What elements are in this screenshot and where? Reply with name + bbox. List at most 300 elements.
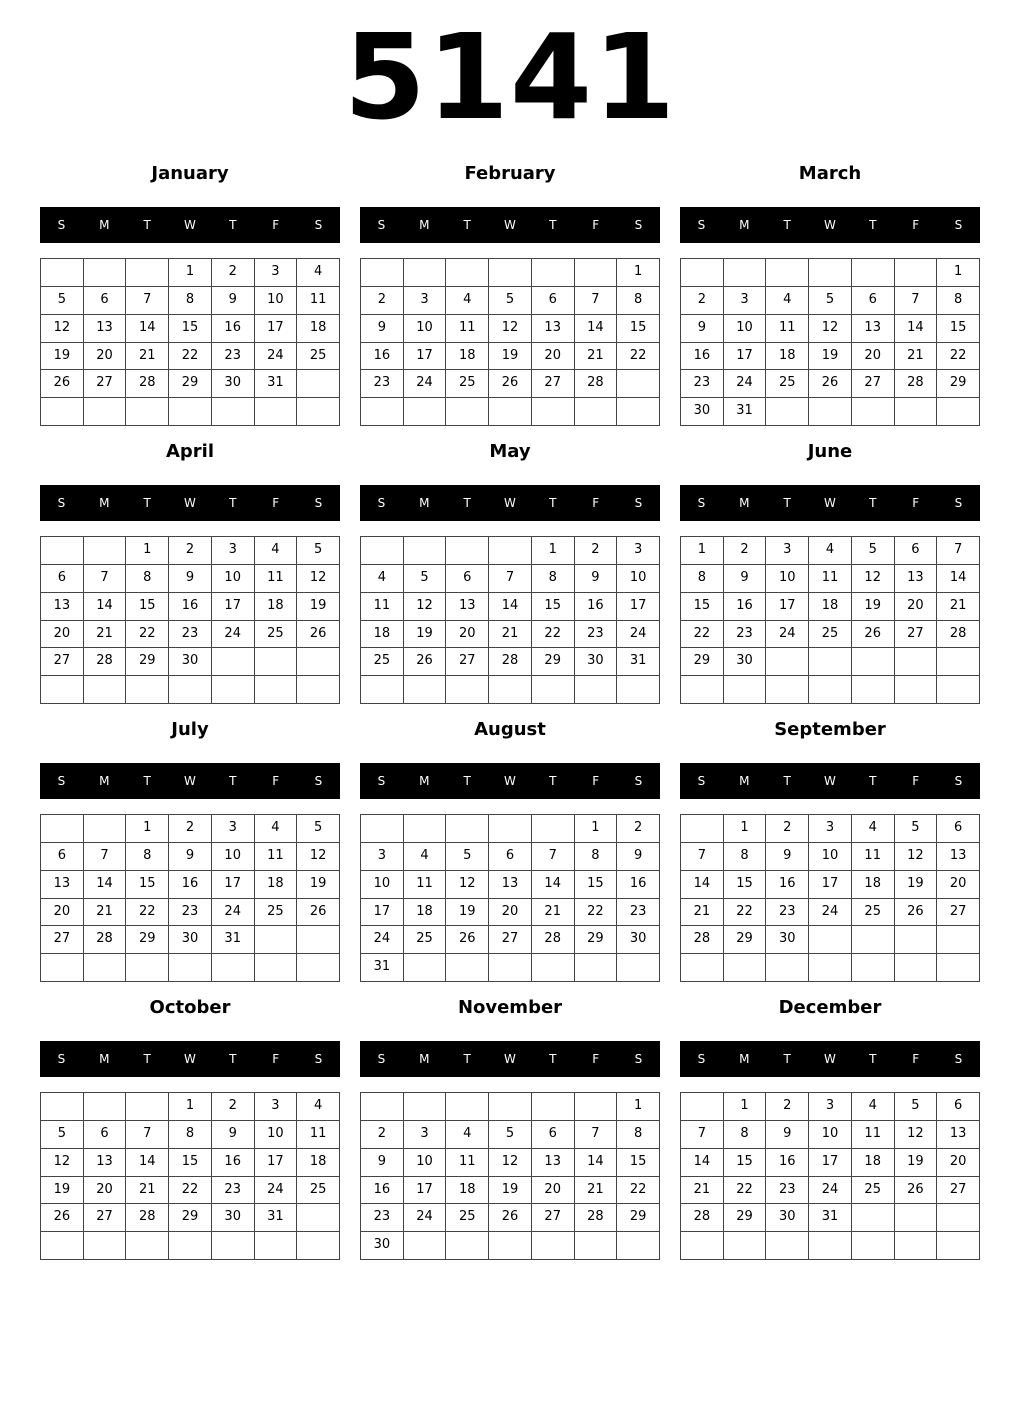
empty-day-cell [617,1232,660,1260]
weekday-label: S [697,218,706,232]
weekday-label: T [229,1052,237,1066]
day-cell: 1 [724,1093,767,1121]
day-cell: 21 [575,343,618,371]
day-cell: 8 [126,565,169,593]
day-cell: 16 [361,343,404,371]
weekday-header [360,485,660,521]
weekday-header [360,207,660,243]
day-cell: 1 [126,815,169,843]
weekday-header [680,1041,980,1077]
day-cell: 23 [575,621,618,649]
day-cell: 6 [41,843,84,871]
day-cell: 9 [361,1149,404,1177]
day-cell: 21 [84,899,127,927]
day-cell: 25 [766,370,809,398]
empty-day-cell [297,926,340,954]
weekday-label: T [463,774,471,788]
empty-day-cell [84,537,127,565]
empty-day-cell [84,1232,127,1260]
day-cell: 23 [681,370,724,398]
day-cell: 9 [169,565,212,593]
day-cell: 21 [532,899,575,927]
day-cell: 28 [681,1204,724,1232]
weekday-label: T [143,496,151,510]
day-cell: 25 [446,1204,489,1232]
day-cell: 14 [84,593,127,621]
day-cell: 1 [169,1093,212,1121]
day-cell: 7 [937,537,980,565]
weekday-label: M [99,218,110,232]
empty-day-cell [297,648,340,676]
day-cell: 28 [575,1204,618,1232]
day-cell: 17 [404,343,447,371]
day-cell: 29 [937,370,980,398]
day-cell: 2 [361,1121,404,1149]
weekday-label: S [377,218,386,232]
day-cell: 29 [681,648,724,676]
day-cell: 22 [126,621,169,649]
weekday-label: T [463,1052,471,1066]
month-june [680,440,980,705]
day-cell: 15 [126,871,169,899]
empty-day-cell [575,1232,618,1260]
day-cell: 17 [212,593,255,621]
day-cell: 16 [212,315,255,343]
empty-day-cell [809,259,852,287]
day-cell: 2 [617,815,660,843]
day-cell: 14 [489,593,532,621]
day-cell: 27 [489,926,532,954]
day-grid [360,536,660,704]
day-cell: 6 [532,287,575,315]
empty-day-cell [852,1204,895,1232]
empty-day-cell [84,398,127,426]
empty-day-cell [126,1232,169,1260]
day-grid [40,536,340,704]
day-cell: 16 [766,871,809,899]
empty-day-cell [41,259,84,287]
weekday-label: W [184,496,196,510]
day-cell: 10 [404,315,447,343]
day-cell: 6 [852,287,895,315]
day-cell: 24 [617,621,660,649]
weekday-label: F [912,1052,920,1066]
day-cell: 26 [895,1177,938,1205]
day-cell: 14 [681,871,724,899]
day-cell: 4 [404,843,447,871]
day-cell: 2 [169,815,212,843]
day-cell: 12 [404,593,447,621]
day-cell: 23 [212,343,255,371]
day-cell: 29 [169,1204,212,1232]
weekday-label: S [634,218,643,232]
day-cell: 3 [255,259,298,287]
day-cell: 17 [255,315,298,343]
day-cell: 28 [84,926,127,954]
day-cell: 19 [297,593,340,621]
weekday-label: M [419,496,430,510]
empty-day-cell [489,398,532,426]
empty-day-cell [852,259,895,287]
day-cell: 28 [895,370,938,398]
day-cell: 22 [575,899,618,927]
day-cell: 30 [617,926,660,954]
empty-day-cell [446,537,489,565]
day-cell: 6 [84,287,127,315]
empty-day-cell [532,398,575,426]
weekday-label: F [592,496,600,510]
day-cell: 19 [489,343,532,371]
empty-day-cell [895,1232,938,1260]
weekday-label: S [954,218,963,232]
weekday-header [40,485,340,521]
weekday-label: S [697,496,706,510]
day-cell: 4 [809,537,852,565]
day-cell: 20 [937,1149,980,1177]
weekday-label: W [504,1052,516,1066]
day-cell: 5 [41,287,84,315]
day-grid [680,814,980,982]
empty-day-cell [895,398,938,426]
weekday-label: T [549,218,557,232]
day-cell: 12 [809,315,852,343]
empty-day-cell [361,259,404,287]
empty-day-cell [84,1093,127,1121]
empty-day-cell [895,954,938,982]
day-cell: 23 [169,899,212,927]
weekday-header [680,207,980,243]
day-cell: 22 [169,1177,212,1205]
day-cell: 6 [446,565,489,593]
day-cell: 16 [766,1149,809,1177]
day-cell: 22 [169,343,212,371]
empty-day-cell [404,1093,447,1121]
day-cell: 14 [895,315,938,343]
day-cell: 29 [724,926,767,954]
day-cell: 20 [84,343,127,371]
day-cell: 2 [681,287,724,315]
day-cell: 9 [575,565,618,593]
day-cell: 18 [446,1177,489,1205]
day-cell: 3 [809,815,852,843]
day-cell: 21 [937,593,980,621]
day-cell: 28 [532,926,575,954]
day-cell: 8 [169,287,212,315]
weekday-label: F [272,774,280,788]
empty-day-cell [297,676,340,704]
weekday-label: T [869,496,877,510]
day-grid [680,258,980,426]
empty-day-cell [84,259,127,287]
day-cell: 19 [297,871,340,899]
day-cell: 23 [617,899,660,927]
empty-day-cell [361,398,404,426]
empty-day-cell [297,370,340,398]
month-october [40,996,340,1261]
day-cell: 18 [404,899,447,927]
day-cell: 21 [84,621,127,649]
weekday-label: W [824,218,836,232]
day-grid [40,258,340,426]
empty-day-cell [126,1093,169,1121]
day-cell: 27 [852,370,895,398]
day-cell: 27 [895,621,938,649]
weekday-label: M [739,774,750,788]
empty-day-cell [404,537,447,565]
day-cell: 26 [852,621,895,649]
empty-day-cell [852,1232,895,1260]
weekday-label: T [783,1052,791,1066]
empty-day-cell [766,648,809,676]
empty-day-cell [532,676,575,704]
empty-day-cell [489,259,532,287]
empty-day-cell [681,676,724,704]
day-cell: 23 [766,1177,809,1205]
day-cell: 2 [212,259,255,287]
month-name: July [171,719,209,740]
day-cell: 13 [41,593,84,621]
day-cell: 18 [361,621,404,649]
day-cell: 16 [169,593,212,621]
empty-day-cell [575,259,618,287]
empty-day-cell [809,648,852,676]
day-cell: 15 [724,1149,767,1177]
day-cell: 20 [41,621,84,649]
weekday-label: T [229,496,237,510]
day-cell: 17 [404,1177,447,1205]
day-cell: 30 [212,370,255,398]
weekday-label: W [184,218,196,232]
empty-day-cell [446,1093,489,1121]
day-cell: 24 [212,621,255,649]
month-september [680,718,980,983]
empty-day-cell [169,1232,212,1260]
day-cell: 25 [255,899,298,927]
day-cell: 25 [361,648,404,676]
day-cell: 21 [126,343,169,371]
day-cell: 11 [809,565,852,593]
day-cell: 26 [895,899,938,927]
day-cell: 12 [895,843,938,871]
weekday-label: M [419,774,430,788]
day-cell: 7 [532,843,575,871]
weekday-label: W [824,774,836,788]
day-cell: 9 [169,843,212,871]
empty-day-cell [766,1232,809,1260]
day-cell: 11 [361,593,404,621]
empty-day-cell [126,954,169,982]
empty-day-cell [489,815,532,843]
day-cell: 4 [446,287,489,315]
day-cell: 8 [937,287,980,315]
day-cell: 28 [126,1204,169,1232]
day-cell: 8 [617,287,660,315]
empty-day-cell [617,398,660,426]
empty-day-cell [41,537,84,565]
day-cell: 13 [41,871,84,899]
day-cell: 1 [617,259,660,287]
empty-day-cell [532,259,575,287]
day-cell: 7 [681,843,724,871]
day-cell: 12 [489,315,532,343]
empty-day-cell [575,954,618,982]
day-cell: 31 [255,1204,298,1232]
day-cell: 8 [617,1121,660,1149]
day-cell: 12 [489,1149,532,1177]
day-cell: 8 [575,843,618,871]
empty-day-cell [852,954,895,982]
day-cell: 1 [126,537,169,565]
day-cell: 19 [489,1177,532,1205]
day-cell: 5 [895,815,938,843]
empty-day-cell [724,259,767,287]
weekday-label: T [869,218,877,232]
empty-day-cell [169,676,212,704]
day-cell: 13 [489,871,532,899]
weekday-label: F [592,218,600,232]
empty-day-cell [575,1093,618,1121]
day-cell: 1 [169,259,212,287]
weekday-label: T [229,774,237,788]
empty-day-cell [852,398,895,426]
day-cell: 10 [212,565,255,593]
day-cell: 16 [724,593,767,621]
day-cell: 3 [212,815,255,843]
day-cell: 17 [617,593,660,621]
day-cell: 31 [361,954,404,982]
day-cell: 10 [212,843,255,871]
day-cell: 3 [617,537,660,565]
weekday-label: T [783,496,791,510]
day-cell: 15 [617,315,660,343]
day-cell: 1 [681,537,724,565]
day-cell: 10 [361,871,404,899]
day-cell: 19 [809,343,852,371]
day-cell: 23 [361,1204,404,1232]
empty-day-cell [41,1232,84,1260]
day-cell: 24 [724,370,767,398]
day-cell: 5 [297,537,340,565]
day-cell: 26 [404,648,447,676]
day-cell: 12 [41,1149,84,1177]
weekday-label: T [463,496,471,510]
day-cell: 5 [41,1121,84,1149]
day-cell: 29 [724,1204,767,1232]
day-cell: 7 [489,565,532,593]
day-cell: 19 [41,1177,84,1205]
empty-day-cell [895,926,938,954]
empty-day-cell [404,259,447,287]
month-february [360,162,660,427]
empty-day-cell [532,815,575,843]
empty-day-cell [212,954,255,982]
day-cell: 24 [255,1177,298,1205]
weekday-label: S [634,774,643,788]
day-cell: 25 [297,1177,340,1205]
month-name: September [774,719,886,740]
day-cell: 10 [255,1121,298,1149]
day-cell: 15 [169,315,212,343]
day-cell: 7 [681,1121,724,1149]
day-cell: 3 [809,1093,852,1121]
empty-day-cell [255,676,298,704]
day-grid [360,814,660,982]
day-cell: 2 [724,537,767,565]
day-cell: 21 [681,1177,724,1205]
day-cell: 29 [126,648,169,676]
day-cell: 7 [575,287,618,315]
day-cell: 20 [532,343,575,371]
day-cell: 26 [809,370,852,398]
day-cell: 3 [361,843,404,871]
empty-day-cell [212,648,255,676]
day-cell: 4 [446,1121,489,1149]
day-cell: 10 [404,1149,447,1177]
weekday-label: T [143,1052,151,1066]
day-cell: 14 [532,871,575,899]
day-cell: 13 [84,1149,127,1177]
weekday-label: S [377,496,386,510]
weekday-label: S [697,1052,706,1066]
empty-day-cell [446,398,489,426]
day-cell: 4 [297,1093,340,1121]
day-cell: 26 [489,1204,532,1232]
day-cell: 28 [937,621,980,649]
empty-day-cell [681,954,724,982]
day-cell: 30 [575,648,618,676]
day-cell: 31 [617,648,660,676]
weekday-label: F [912,774,920,788]
day-cell: 11 [297,287,340,315]
day-cell: 24 [404,1204,447,1232]
day-cell: 20 [84,1177,127,1205]
day-cell: 7 [84,565,127,593]
weekday-label: W [504,496,516,510]
day-cell: 21 [126,1177,169,1205]
day-cell: 13 [852,315,895,343]
empty-day-cell [532,1093,575,1121]
empty-day-cell [404,398,447,426]
weekday-label: S [697,774,706,788]
day-cell: 22 [724,899,767,927]
day-cell: 8 [169,1121,212,1149]
day-cell: 19 [895,871,938,899]
day-cell: 2 [575,537,618,565]
day-cell: 1 [724,815,767,843]
weekday-label: M [739,496,750,510]
day-cell: 11 [297,1121,340,1149]
day-cell: 28 [681,926,724,954]
day-cell: 2 [766,1093,809,1121]
day-cell: 9 [361,315,404,343]
weekday-label: W [184,774,196,788]
empty-day-cell [361,676,404,704]
empty-day-cell [489,954,532,982]
day-cell: 26 [489,370,532,398]
day-cell: 27 [532,1204,575,1232]
month-name: June [807,441,853,462]
empty-day-cell [852,676,895,704]
day-cell: 19 [852,593,895,621]
day-cell: 11 [766,315,809,343]
day-cell: 16 [169,871,212,899]
empty-day-cell [404,954,447,982]
day-cell: 8 [126,843,169,871]
day-cell: 18 [809,593,852,621]
weekday-label: W [824,1052,836,1066]
day-cell: 24 [809,1177,852,1205]
weekday-label: F [272,1052,280,1066]
